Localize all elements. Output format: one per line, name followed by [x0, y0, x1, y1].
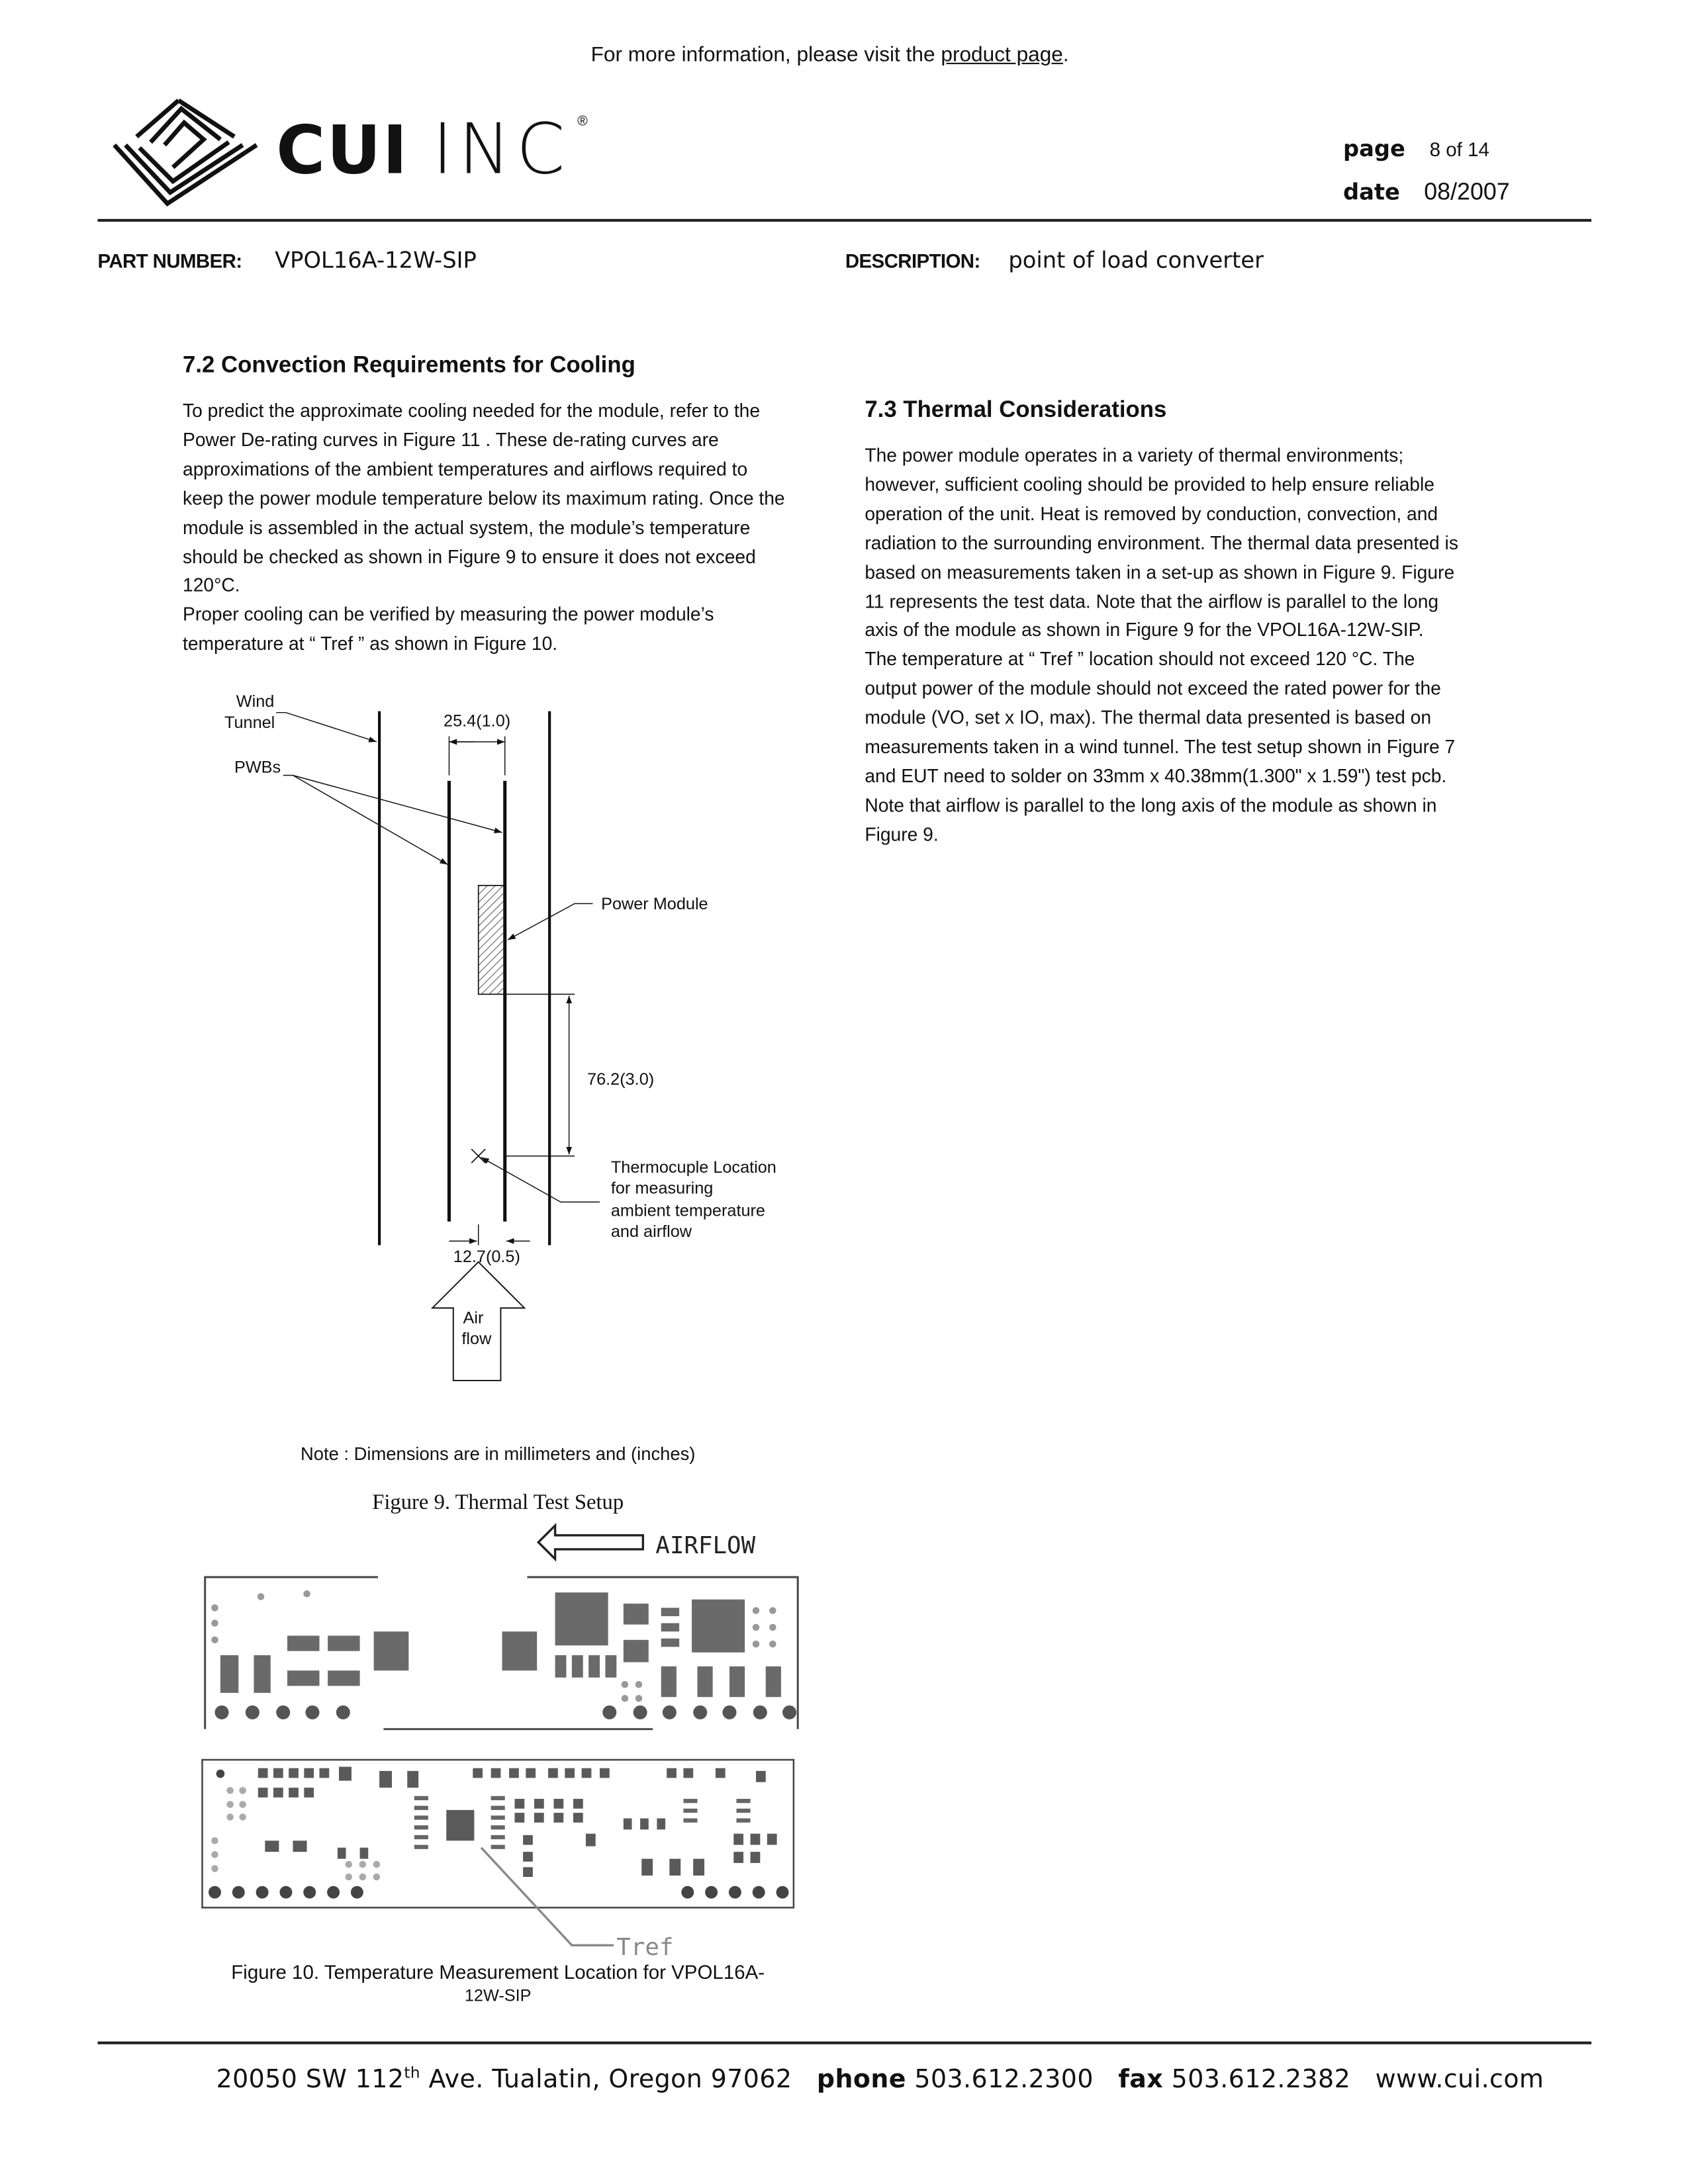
- section-7-3-heading: 7.3 Thermal Considerations: [865, 397, 1167, 423]
- body-line: output power of the module should not exceed the rated power for the: [865, 678, 1441, 700]
- date-value: 08/2007: [1424, 178, 1510, 205]
- label-power-module: Power Module: [601, 894, 708, 913]
- airflow-label: AIRFLOW: [655, 1532, 756, 1560]
- body-line: The power module operates in a variety of thermal environments;: [865, 445, 1404, 466]
- phone-label: phone: [816, 2065, 906, 2095]
- body-line: operation of the unit. Heat is removed by conduction, convection, and: [865, 503, 1438, 524]
- body-line: Power De-rating curves in Figure 11 . These de-rating curves are: [183, 429, 719, 451]
- ic-chip: [446, 1810, 474, 1841]
- figure-10-pcb-images: [203, 1525, 798, 2005]
- top-note-text: For more information, please visit the: [590, 43, 935, 68]
- dimension-top: 25.4(1.0): [444, 711, 511, 731]
- page-label: page: [1343, 135, 1405, 162]
- power-module-block: [479, 886, 505, 994]
- figure-9-thermal-test-setup: [276, 711, 600, 1381]
- phone-number: 503.612.2300: [914, 2065, 1094, 2095]
- label-thermocouple: for measuring: [610, 1179, 714, 1198]
- body-line: based on measurements taken in a set-up as shown in Figure 9. Figure: [865, 561, 1455, 582]
- figure-10-caption: Figure 10. Temperature Measurement Location for VPOL16A-: [231, 1961, 765, 1983]
- footer-rule: [97, 2042, 1591, 2044]
- dimension-side: 76.2(3.0): [587, 1070, 655, 1089]
- description-value: point of load converter: [1008, 246, 1264, 273]
- body-line: module (VO, set x IO, max). The thermal data presented is based on: [865, 707, 1432, 729]
- body-line: and EUT need to solder on 33mm x 40.38mm(1.300" x 1.59") test pcb.: [865, 765, 1447, 787]
- registered-mark: ®: [577, 114, 588, 130]
- top-note-suffix: .: [1062, 43, 1069, 68]
- fax-number: 503.612.2382: [1171, 2065, 1351, 2095]
- label-flow: flow: [461, 1330, 492, 1349]
- dimension-bottom: 12.7(0.5): [453, 1247, 520, 1266]
- footer-address-sup: th: [404, 2064, 420, 2082]
- body-line: keep the power module temperature below its maximum rating. Once the: [183, 487, 785, 509]
- tref-label: Tref: [616, 1934, 674, 1962]
- label-thermocouple: Thermocuple Location: [610, 1158, 776, 1177]
- description-label: DESCRIPTION:: [845, 250, 980, 272]
- body-line: however, sufficient cooling should be provided to help ensure reliable: [865, 474, 1434, 495]
- label-thermocouple: ambient temperature: [610, 1201, 766, 1220]
- pcb-top-view: [205, 1577, 798, 1729]
- body-line: Proper cooling can be verified by measuring the power module’s: [183, 604, 714, 625]
- fax-label: fax: [1118, 2065, 1164, 2095]
- label-pwbs: PWBs: [234, 758, 281, 777]
- footer-address: 20050 SW 112: [216, 2065, 404, 2095]
- body-line: 11 represents the test data. Note that the airflow is parallel to the long: [865, 590, 1439, 612]
- figure-9-caption: Figure 9. Thermal Test Setup: [372, 1490, 624, 1514]
- body-line: Figure 9.: [865, 823, 939, 845]
- figure-10-caption-line2: 12W-SIP: [464, 1986, 532, 2005]
- pcb-bottom-view: [203, 1760, 794, 1907]
- part-number-label: PART NUMBER:: [97, 250, 242, 272]
- label-air: Air: [463, 1308, 484, 1328]
- footer-address-rest: Ave. Tualatin, Oregon 97062: [420, 2065, 792, 2095]
- label-tunnel: Tunnel: [224, 713, 275, 732]
- footer-contact: [216, 2064, 1544, 2094]
- body-line: 120°C.: [183, 575, 240, 596]
- part-number-value: VPOL16A-12W-SIP: [275, 246, 477, 273]
- date-label: date: [1343, 178, 1400, 205]
- body-line: module is assembled in the actual system, the module’s temperature: [183, 516, 751, 538]
- dimension-note: Note : Dimensions are in millimeters and (inches): [301, 1443, 696, 1465]
- logo-suffix: INC: [432, 109, 571, 190]
- body-line: temperature at “ Tref ” as shown in Figure 10.: [183, 633, 558, 655]
- thermocouple-x-icon: [471, 1149, 485, 1163]
- label-wind: Wind: [236, 692, 275, 711]
- logo-brand: CUI: [276, 111, 409, 190]
- section-7-2-heading: 7.2 Convection Requirements for Cooling: [183, 353, 635, 378]
- body-line: should be checked as shown in Figure 9 to ensure it does not exceed: [183, 545, 756, 567]
- website-link[interactable]: www.cui.com: [1375, 2065, 1544, 2095]
- body-line: measurements taken in a wind tunnel. The test setup shown in Figure 7: [865, 736, 1456, 758]
- body-line: Note that airflow is parallel to the long axis of the module as shown in: [865, 794, 1437, 816]
- product-page-link[interactable]: product page: [941, 43, 1063, 68]
- page-number: 8 of 14: [1429, 138, 1489, 161]
- figure-9-labels: [224, 692, 776, 1514]
- body-line: axis of the module as shown in Figure 9 for the VPOL16A-12W-SIP.: [865, 619, 1424, 641]
- body-line: To predict the approximate cooling needed for the module, refer to the: [183, 400, 761, 422]
- airflow-left-arrow-icon: [538, 1525, 643, 1559]
- label-thermocouple: and airflow: [610, 1222, 692, 1241]
- body-line: radiation to the surrounding environment. The thermal data presented is: [865, 532, 1458, 553]
- body-line: The temperature at “ Tref ” location should not exceed 120 °C. The: [865, 649, 1415, 670]
- body-line: approximations of the ambient temperatures and airflows required to: [183, 458, 748, 480]
